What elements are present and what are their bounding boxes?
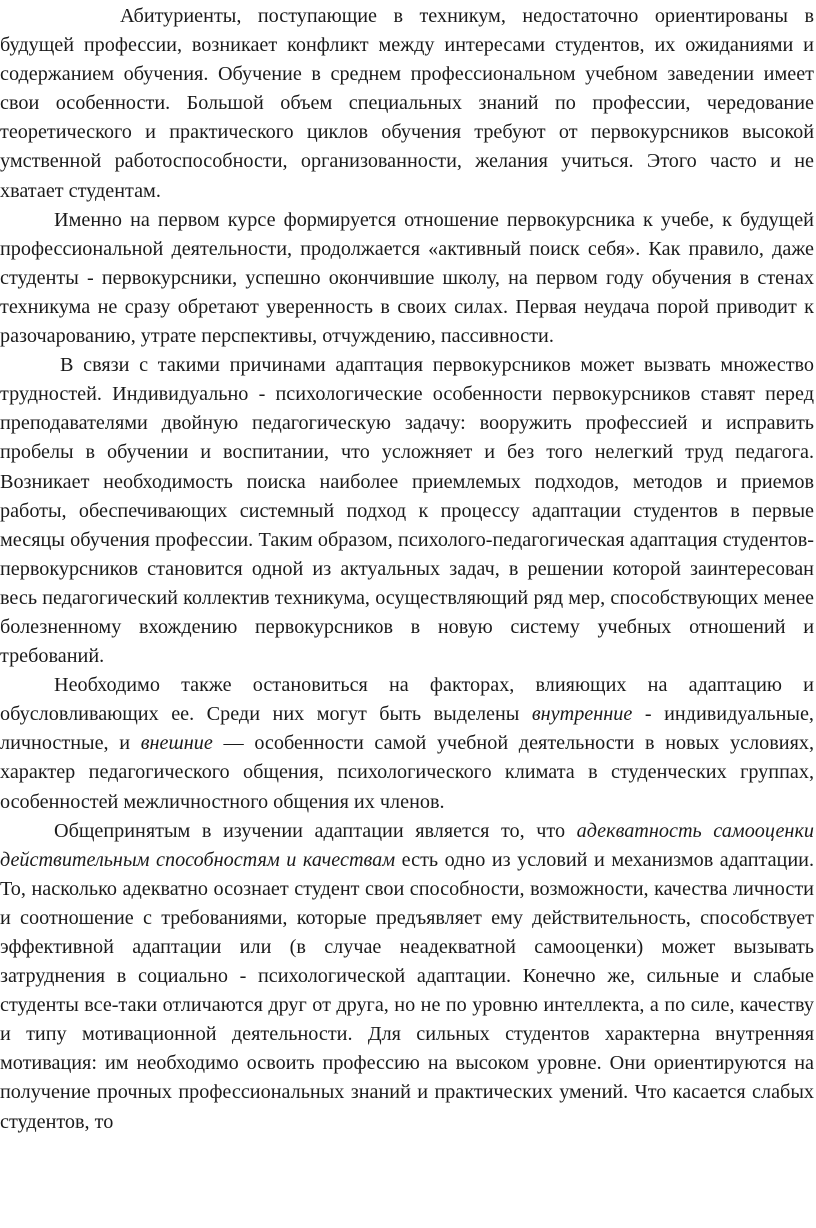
paragraph-4-text-2: - индивидуальные, личностные, и (0, 703, 814, 755)
paragraph-5 (0, 817, 814, 1137)
paragraph-4-italic-internal: внутренние (531, 703, 633, 726)
paragraph-4 (0, 671, 814, 816)
paragraph-5-text-2: есть одно из условий и механизмов адаптации. То, насколько адекватно осознает студент свои способности, возможности, качества личности и соотношение с требованиями, которые предъявляет ему действительность, способствует эффективной адаптации или (в случае неадекватной самооценки) может вызывать затруднения в социально - психологической адаптации. Конечно же, сильные и слабые студенты все-таки отличаются друг от друга, но не по уровню интеллекта, а по силе, качеству и типу мотивационной деятельности. Для сильных студентов характерна внутренняя мотивация: им необходимо освоить профессию на высоком уровне. Они ориентируются на получение прочных профессиональных знаний и практических умений. Что касается слабых студентов, то (0, 848, 815, 1133)
paragraph-3-text: В связи с такими причинами адаптация первокурсников может вызвать множество трудностей. Индивидуально - психологические особенности первокурсников ставят перед преподавателями двойную педагогическую задачу: вооружить профессией и исправить пробелы в обучении и воспитании, что усложняет и без того нелегкий труд педагога. Возникает необходимость поиска наиболее приемлемых подходов, методов и приемов работы, обеспечивающих системный подход к процессу адаптации студентов в первые месяцы обучения профессии. Таким образом, психолого-педагогическая адаптация студентов-первокурсников становится одной из актуальных задач, в решении которой заинтересован весь педагогический коллектив техникума, осуществляющий ряд мер, способствующих менее болезненному вхождению первокурсников в новую систему учебных отношений и требований. (0, 354, 814, 668)
paragraph-1 (0, 2, 814, 206)
paragraph-2-text: Именно на первом курсе формируется отношение первокурсника к учебе, к будущей профессиональной деятельности, продолжается «активный поиск себя». Как правило, даже студенты - первокурсники, успешно окончившие школу, на первом году обучения в стенах техникума не сразу обретают уверенность в своих силах. Первая неудача порой приводит к разочарованию, утрате перспективы, отчуждению, пассивности. (0, 208, 814, 348)
paragraph-3 (0, 351, 814, 671)
paragraph-4-text-3: — особенности самой учебной деятельности в новых условиях, характер педагогического общения, психологического климата в студенческих группах, особенностей межличностного общения их членов. (0, 732, 814, 813)
paragraph-5-italic-adequacy: адекватность самооценки действительным способностям и качествам (0, 819, 814, 871)
paragraph-5-text-1: Общепринятым в изучении адаптации является то, что (54, 819, 577, 842)
paragraph-4-text-1: Необходимо также остановиться на факторах, влияющих на адаптацию и обусловливающих ее. Среди них могут быть выделены (0, 674, 814, 726)
paragraph-1-text: Абитуриенты, поступающие в техникум, недостаточно ориентированы в будущей профессии, возникает конфликт между интересами студентов, их ожиданиями и содержанием обучения. Обучение в среднем профессиональном учебном заведении имеет свои особенности. Большой объем специальных знаний по профессии, чередование теоретического и практического циклов обучения требуют от первокурсников высокой умственной работоспособности, организованности, желания учиться. Этого часто и не хватает студентам. (0, 5, 814, 202)
paragraph-2 (0, 206, 814, 351)
paragraph-4-italic-external: внешние (140, 732, 213, 755)
